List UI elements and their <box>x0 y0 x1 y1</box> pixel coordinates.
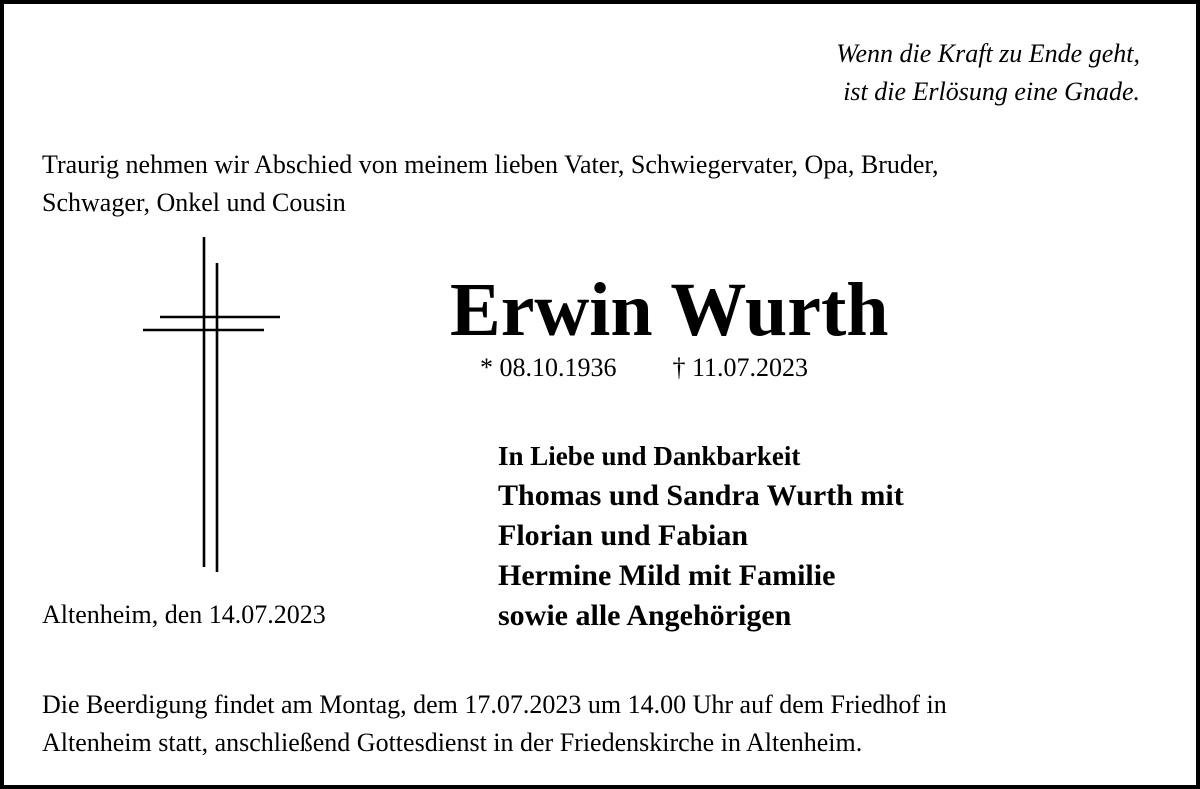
mourner-line: In Liebe und Dankbarkeit <box>498 441 801 471</box>
motto-line-2: ist die Erlösung eine Gnade. <box>843 77 1140 106</box>
funeral-line-2: Altenheim statt, anschließend Gottesdienst in der Friedenskirche in Altenheim. <box>42 728 863 757</box>
deceased-name: Erwin Wurth <box>450 268 889 352</box>
mourner-line: Florian und Fabian <box>498 519 749 552</box>
birth-date: * 08.10.1936 <box>480 353 617 382</box>
funeral-info <box>42 686 947 762</box>
intro-line-2: Schwager, Onkel und Cousin <box>42 188 346 217</box>
death-date: † 11.07.2023 <box>672 353 809 382</box>
intro-text <box>42 146 939 222</box>
mourner-line: Hermine Mild mit Familie <box>498 559 836 592</box>
motto-quote <box>836 35 1140 111</box>
funeral-line-1: Die Beerdigung findet am Montag, dem 17.07.2023 um 14.00 Uhr auf dem Friedhof in <box>42 690 947 719</box>
mourners-list <box>498 436 904 636</box>
motto-line-1: Wenn die Kraft zu Ende geht, <box>836 39 1140 68</box>
mourner-line: sowie alle Angehörigen <box>498 599 792 632</box>
place-and-date: Altenheim, den 14.07.2023 <box>42 600 326 629</box>
mourner-line: Thomas und Sandra Wurth mit <box>498 479 904 512</box>
intro-line-1: Traurig nehmen wir Abschied von meinem lieben Vater, Schwiegervater, Opa, Bruder, <box>42 150 939 179</box>
life-dates <box>480 350 808 386</box>
cross-icon <box>140 237 280 572</box>
